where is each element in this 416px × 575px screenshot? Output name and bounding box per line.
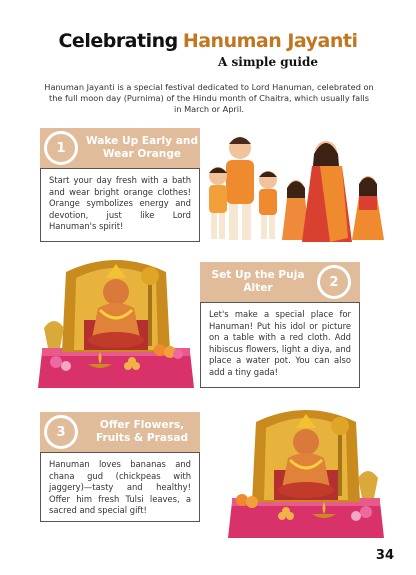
step-1-title: Wake Up Early and Wear Orange [85, 135, 199, 160]
page-subtitle: A simple guide [218, 55, 318, 69]
title-part-2: Hanuman Jayanti [182, 30, 358, 52]
step-2-title: Set Up the Puja Alter [211, 269, 305, 294]
step-3-number: 3 [44, 415, 78, 449]
step-1-number: 1 [44, 131, 78, 165]
hanuman-altar-illustration-2 [226, 404, 386, 538]
step-1-text: Start your day fresh with a bath and wear bright orange clothes! Orange symbolizes energy and devotion, just like Lord Hanuman's spirit! [40, 168, 200, 242]
title-part-1: Celebrating [58, 30, 178, 52]
hanuman-altar-illustration [36, 254, 196, 388]
step-2-text: Let's make a special place for Hanuman! Put his idol or picture on a table with a red cloth. Add hibiscus flowers, light a diya, and place a water pot. You can also add a tiny gada! [200, 302, 360, 388]
step-3-title: Offer Flowers, Fruits & Prasad [95, 419, 189, 444]
page-title [0, 30, 416, 52]
step-2-number: 2 [317, 265, 351, 299]
step-3-text: Hanuman loves bananas and chana gud (chickpeas with jaggery)—tasty and healthy! Offer him fresh Tulsi leaves, a sacred and special gift! [40, 452, 200, 522]
family-illustration [202, 118, 398, 246]
intro-paragraph: Hanuman Jayanti is a special festival dedicated to Lord Hanuman, celebrated on the full moon day (Purnima) of the Hindu month of Chaitra, which usually falls in March or April. [44, 82, 374, 114]
page-number: 34 [375, 548, 394, 563]
